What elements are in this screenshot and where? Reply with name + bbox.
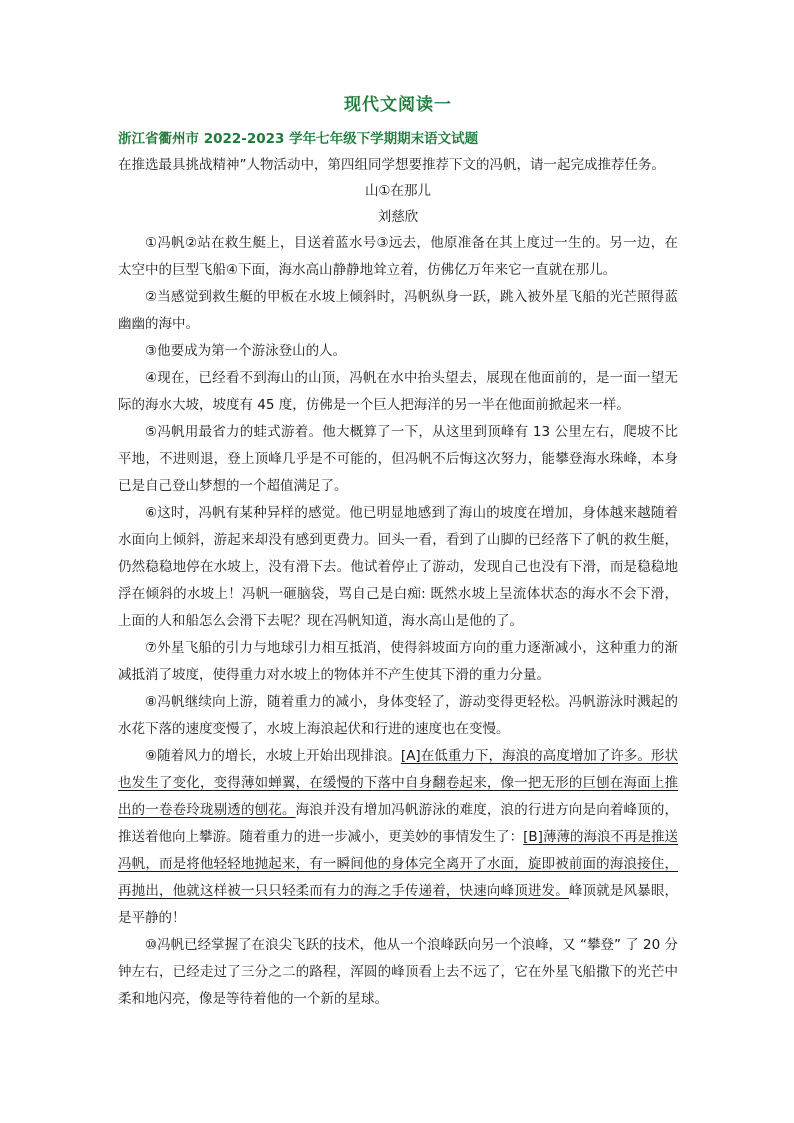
paragraph-8: ⑧冯帆继续向上游，随着重力的减小，身体变轻了，游动变得更轻松。冯帆游泳时溅起的水花下落的速度变慢了，水坡上海浪起伏和行进的速度也在变慢。 (118, 694, 678, 737)
paragraph-9-lead: ⑨随着风力的增长，水坡上开始出现排浪。 (145, 748, 401, 764)
paragraph-2: ②当感觉到救生艇的甲板在水坡上倾斜时，冯帆纵身一跃，跳入被外星飞船的光芒照得蓝幽幽的海中。 (118, 289, 678, 332)
paragraph-9 (118, 743, 678, 932)
paragraph-9-end: 峰顶就是风暴眼，是平静的！ (118, 883, 679, 926)
task-intro: 在推选最具挑战精神”人物活动中，第四组同学想要推荐下文的冯帆，请一起完成推荐任务。 (118, 157, 665, 173)
paragraph-7: ⑦外星飞船的引力与地球引力相互抵消，使得斜坡面方向的重力逐渐减小，这种重力的渐减抵消了坡度，使得重力对水坡上的物体并不产生使其下滑的重力分量。 (118, 640, 678, 683)
paragraph-4: ④现在，已经看不到海山的山顶，冯帆在水中抬头望去，展现在他面前的，是一面一望无际的海水大坡，坡度有 45 度，仿佛是一个巨人把海洋的另一半在他面前掀起来一样。 (118, 370, 678, 413)
paragraph-9-middle: 海浪并没有增加冯帆游泳的难度，浪的行进方向是向着峰顶的，推送着他向上攀游。随着重力的进一步减小，更美妙的事情发生了： (118, 802, 679, 845)
paragraph-6: ⑥这时，冯帆有某种异样的感觉。他已明显地感到了海山的坡度在增加，身体越来越随着水面向上倾斜，游起来却没有感到更费力。回头一看，看到了山脚的已经落下了帆的救生艇，仍然稳稳地停在水坡上，没有滑下去。他试着停止了游动，发现自己也没有下滑，而是稳稳地浮在倾斜的水坡上！冯帆一砸脑袋，骂自己是白痴: 既然水坡上呈流体状态的海水不会下滑，上面的人和船怎么会滑下去呢？现在冯帆知道，海水高山是他的了。 (118, 505, 678, 629)
underlined-sentence-b: [B]薄薄的海浪不再是推送冯帆，而是将他轻轻地抛起来，有一瞬间他的身体完全离开了水面，旋即被前面的海浪接住，再抛出，他就这样被一只只轻柔而有力的海之手传递着，快速向峰顶进发。 (118, 829, 679, 899)
paragraph-5: ⑤冯帆用最省力的蛙式游着。他大概算了一下，从这里到顶峰有 13 公里左右，爬坡不比平地，不进则退，登上顶峰几乎是不可能的，但冯帆不后悔这次努力，能攀登海水珠峰，本身已是自己登山梦想的一个超值满足了。 (118, 424, 678, 494)
document-page (118, 90, 678, 1013)
underlined-sentence-a: [A]在低重力下，海浪的高度增加了许多。形状也发生了变化，变得薄如蝉翼，在缓慢的下落中自身翻卷起来，像一把无形的巨刨在海面上推出的一卷卷玲珑剔透的刨花。 (118, 748, 678, 818)
document-title: 现代文阅读一 (344, 95, 452, 115)
paragraph-10: ⑩冯帆已经掌握了在浪尖飞跃的技术，他从一个浪峰跃向另一个浪峰，又 “攀登” 了 20 分钟左右，已经走过了三分之二的路程，浑圆的峰顶看上去不远了，它在外星飞船撒下的光芒中柔和地闪亮，像是等待着他的一个新的星球。 (118, 937, 678, 1007)
story-author: 刘慈欣 (377, 209, 419, 225)
paragraph-1: ①冯帆②站在救生艇上，目送着蓝水号③远去，他原准备在其上度过一生的。另一边，在太空中的巨型飞船④下面，海水高山静静地耸立着，仿佛亿万年来它一直就在那儿。 (118, 235, 678, 278)
story-title: 山①在那儿 (364, 183, 432, 199)
paragraph-3: ③他要成为第一个游泳登山的人。 (145, 343, 347, 359)
exam-source: 浙江省衢州市 2022-2023 学年七年级下学期期末语文试题 (118, 131, 479, 147)
